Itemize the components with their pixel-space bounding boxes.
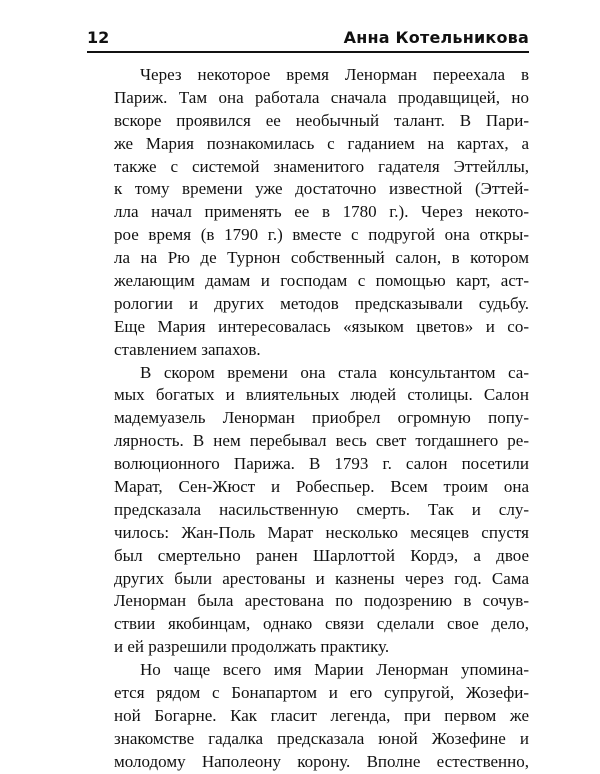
text-line: знакомстве гадалка предсказала юной Жозефине и — [114, 728, 529, 748]
text-line: мадемуазель Ленорман приобрел огромную попу- — [114, 408, 529, 428]
paragraph — [88, 362, 529, 660]
text-line: молодому Наполеону корону. Вполне естественно, — [114, 751, 529, 771]
body-text — [88, 64, 529, 774]
text-line: желающим дамам и господам с помощью карт, аст- — [114, 271, 529, 291]
text-line: Ленорман была арестована по подозрению в сочув- — [114, 591, 529, 611]
text-line: В скором времени она стала консультантом са- — [140, 362, 529, 382]
text-line: волюционного Парижа. В 1793 г. салон посетили — [114, 454, 529, 474]
text-line: Париж. Там она работала сначала продавщицей, но — [114, 87, 529, 107]
text-line: лярность. В нем перебывал весь свет тогдашнего ре- — [114, 431, 529, 451]
text-line: к тому времени уже достаточно известной (Эттей- — [114, 179, 529, 199]
text-line: Еще Мария интересовалась «языком цветов» и со- — [114, 316, 529, 336]
text-line: ной Богарне. Как гласит легенда, при первом же — [114, 705, 529, 725]
text-line: других были арестованы и казнены через год. Сама — [114, 568, 529, 588]
text-line: ется рядом с Бонапартом и его супругой, Жозефи- — [114, 683, 529, 703]
paragraph — [88, 64, 529, 362]
text-line: вскоре проявился ее необычный талант. В Пари- — [114, 110, 529, 130]
text-line: ствии якобинцам, однако связи сделали свое дело, — [114, 614, 529, 634]
page-number: 12 — [87, 28, 110, 47]
text-line: Марат, Сен-Жюст и Робеспьер. Всем троим она — [114, 477, 529, 497]
text-line: чилось: Жан-Поль Марат несколько месяцев спустя — [114, 522, 529, 542]
text-line: ставлением запахов. — [114, 339, 261, 359]
text-line: был смертельно ранен Шарлоттой Кордэ, а двое — [114, 545, 529, 565]
text-line: мых богатых и влиятельных людей столицы. Салон — [114, 385, 529, 405]
text-line: Через некоторое время Ленорман переехала в — [140, 65, 529, 84]
text-line: рое время (в 1790 г.) вместе с подругой она откры- — [114, 225, 529, 245]
text-line: и ей разрешили продолжать практику. — [114, 637, 390, 657]
text-line: ла на Рю де Турнон собственный салон, в котором — [114, 248, 529, 268]
text-line: также с системой знаменитого гадателя Эттейллы, — [114, 156, 529, 176]
text-line: Но чаще всего имя Марии Ленорман упомина- — [140, 660, 529, 680]
text-line: же Мария познакомилась с гаданием на картах, а — [114, 133, 529, 153]
book-author: Анна Котельникова — [343, 28, 529, 47]
paragraph — [88, 659, 529, 773]
running-head — [87, 28, 529, 50]
text-line: рологии и других методов предсказывали судьбу. — [114, 293, 529, 313]
text-line: лла начал применять ее в 1780 г.). Через некото- — [114, 202, 529, 222]
text-line: предсказала насильственную смерть. Так и слу- — [114, 499, 529, 519]
header-rule — [87, 51, 529, 53]
